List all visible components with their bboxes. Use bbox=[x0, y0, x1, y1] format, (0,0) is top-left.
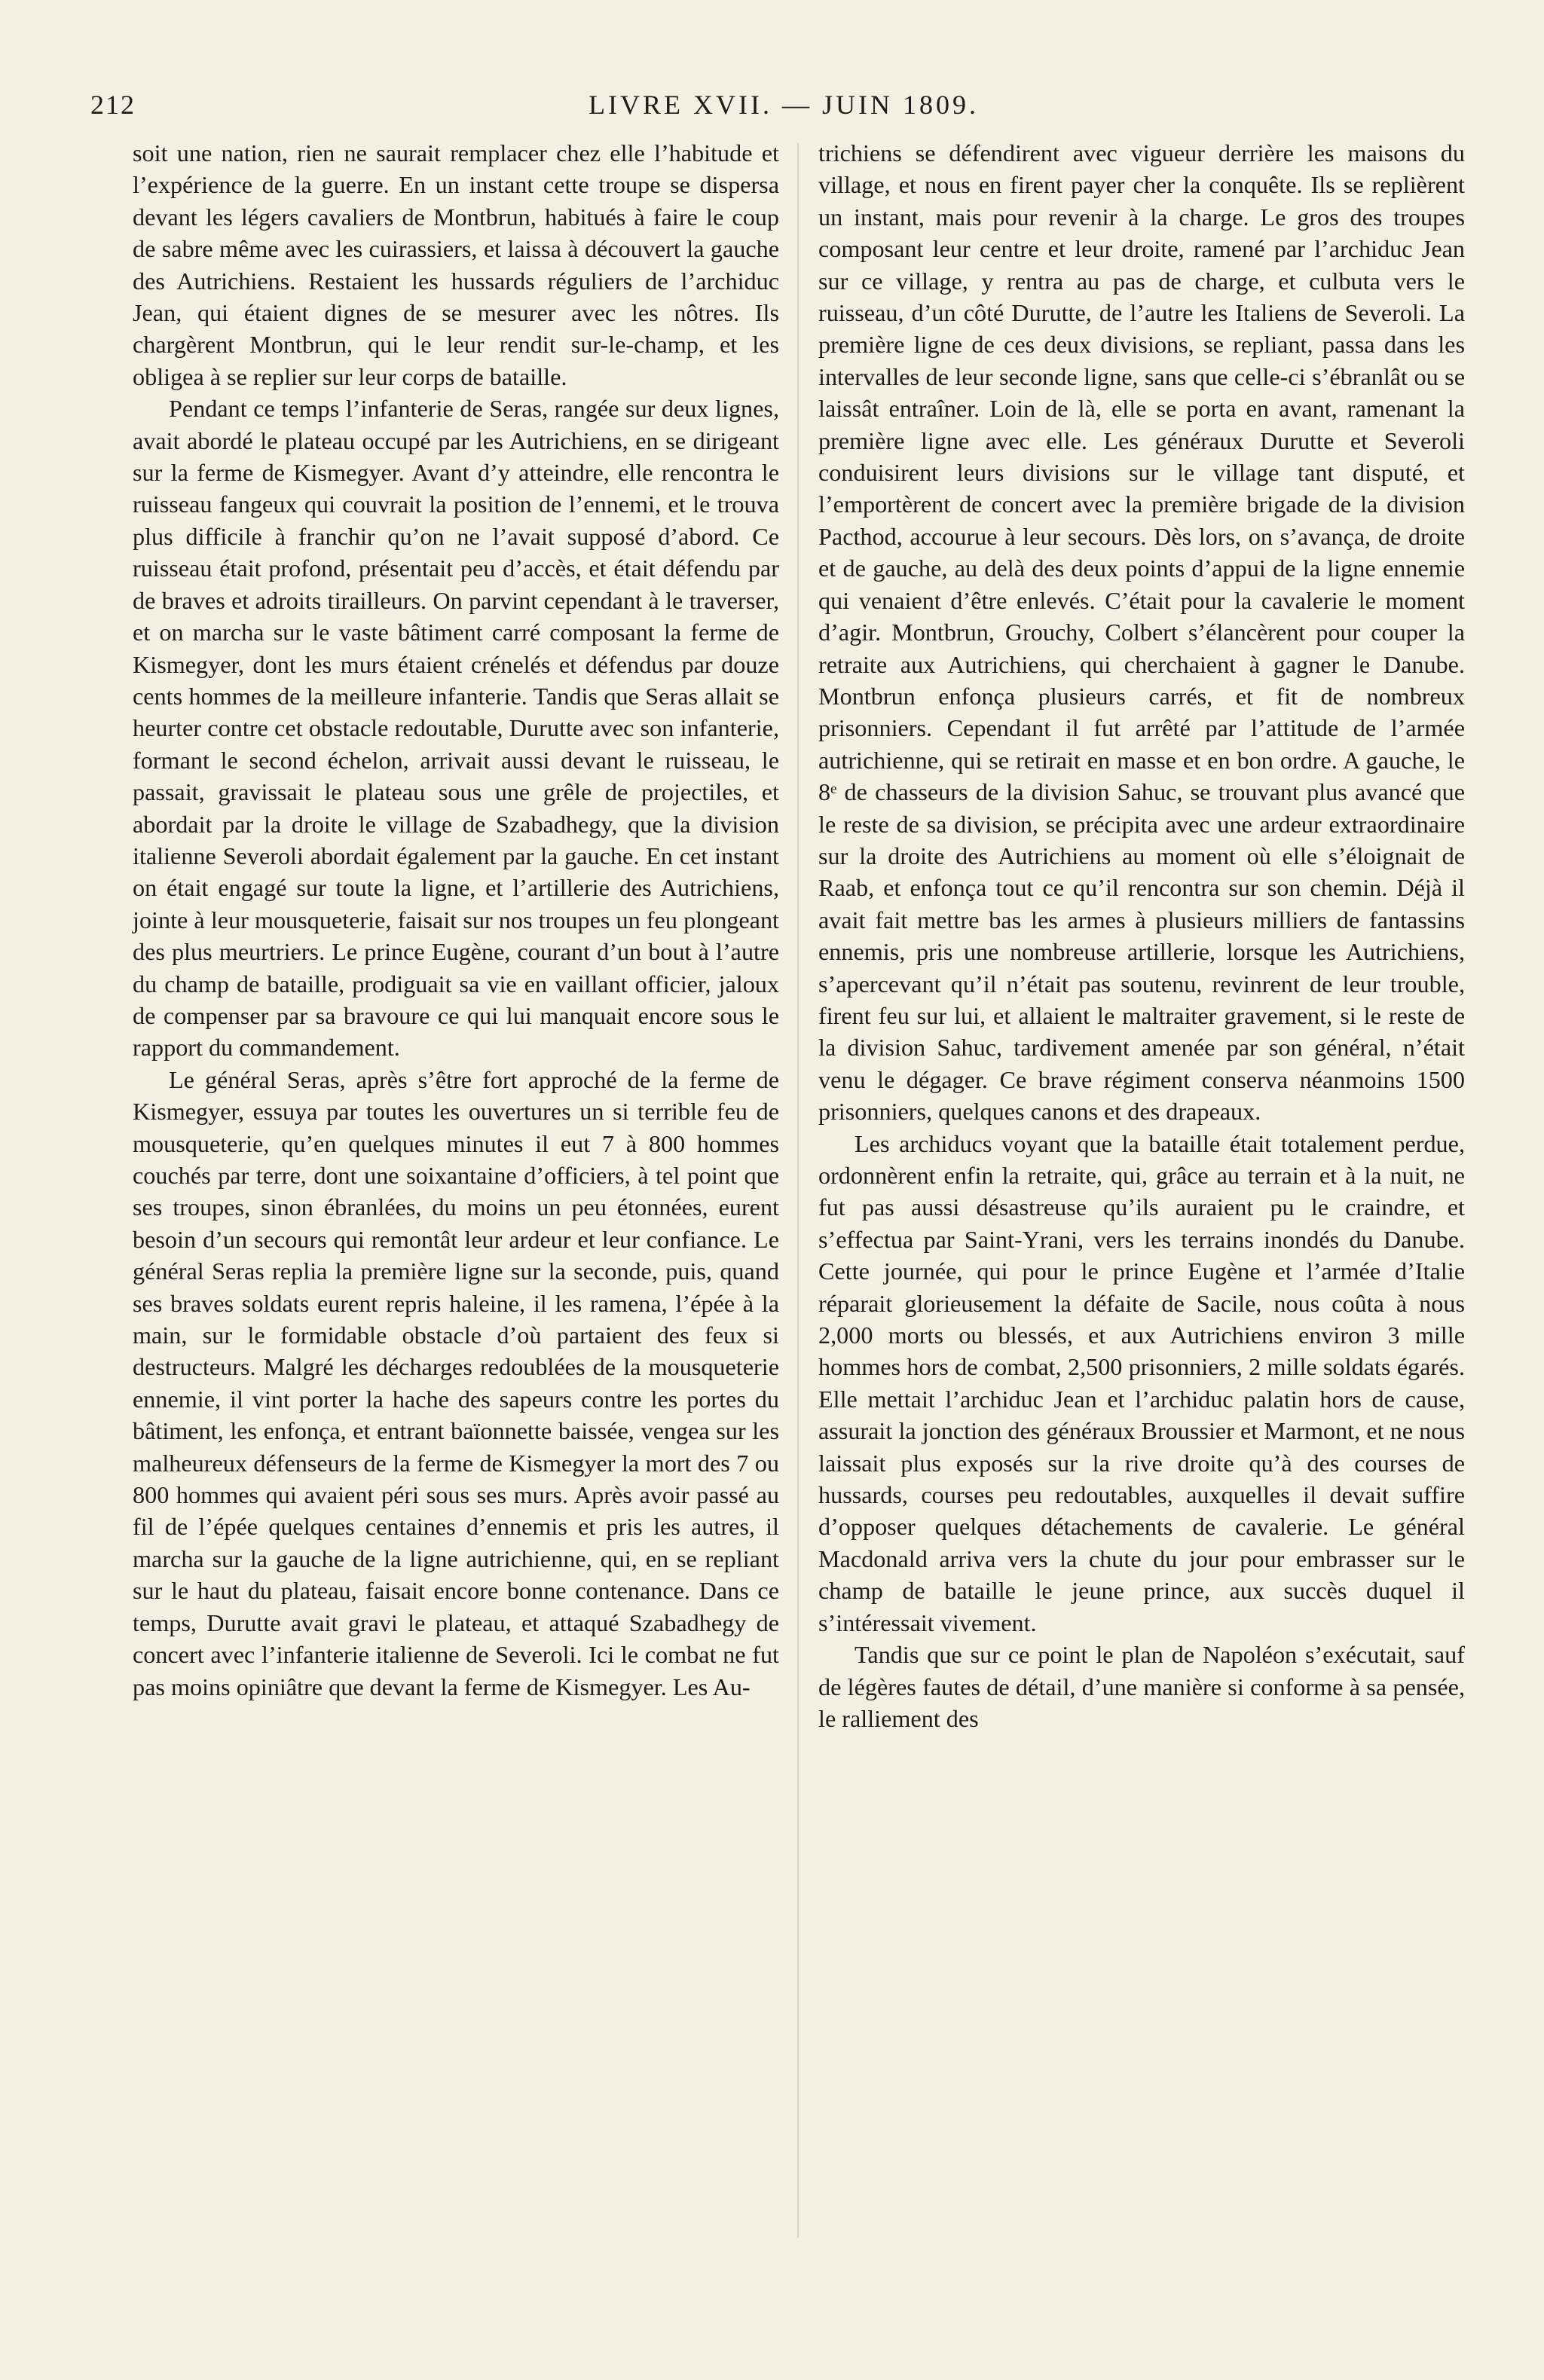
paragraph: Les archiducs voyant que la bataille était totalement perdue, ordonnèrent enfin la retraite, qui, grâce au terrain et à la nuit, ne fut pas aussi désastreuse qu’ils auraient pu le craindre, et s’effectua par Saint-Yrani, vers les terrains inondés du Danube. Cette journée, qui pour le prince Eugène et l’armée d’Italie réparait glorieusement la défaite de Sacile, nous coûta à nous 2,000 morts ou blessés, et aux Autrichiens environ 3 mille hommes hors de combat, 2,500 prisonniers, 2 mille soldats égarés. Elle mettait l’archiduc Jean et l’archiduc palatin hors de cause, assurait la jonction des généraux Broussier et Marmont, et ne nous laissait plus exposés sur la rive droite qu’à des courses de hussards, courses peu redoutables, auxquelles il devait suffire d’opposer quelques détachements de cavalerie. Le général Macdonald arriva vers la chute du jour pour embrasser sur le champ de bataille le jeune prince, aux succès duquel il s’intéressait vivement. bbox=[818, 1129, 1465, 1636]
paragraph: Pendant ce temps l’infanterie de Seras, rangée sur deux lignes, avait abordé le plateau occupé par les Autrichiens, en se dirigeant sur la ferme de Kismegyer. Avant d’y atteindre, elle rencontra le ruisseau fangeux qui couvrait la position de l’ennemi, et le trouva plus difficile à franchir qu’on ne l’avait supposé d’abord. Ce ruisseau était profond, présentait peu d’accès, et était défendu par de braves et adroits tirailleurs. On parvint cependant à le traverser, et on marcha sur le vaste bâtiment carré composant la ferme de Kismegyer, dont les murs étaient crénelés et défendus par douze cents hommes de la meilleure infanterie. Tandis que Seras allait se heurter contre cet obstacle redoutable, Durutte avec son infanterie, formant le second échelon, arrivait aussi devant le ruisseau, le passait, gravissait le plateau sous une grêle de projectiles, et abordait par la droite le village de Szabadhegy, que la division italienne Severoli abordait également par la gauche. En cet instant on était engagé sur toute la ligne, et l’artillerie des Autrichiens, jointe à leur mousqueterie, faisait sur nos troupes un feu plongeant des plus meurtriers. Le prince Eugène, courant d’un bout à l’autre du champ de bataille, prodiguait sa vie en vaillant officier, jaloux de compenser par sa bravoure ce qui lui manquait encore sous le rapport du commandement. bbox=[133, 395, 779, 1062]
left-column bbox=[133, 137, 779, 1703]
paragraph: soit une nation, rien ne saurait remplacer chez elle l’habitude et l’expérience de la guerre. En un instant cette troupe se dispersa devant les légers cavaliers de Montbrun, habitués à faire le coup de sabre même avec les cuirassiers, et laissa à découvert la gauche des Autrichiens. Restaient les hussards réguliers de l’archiduc Jean, qui étaient dignes de se mesurer avec les nôtres. Ils chargèrent Montbrun, qui le leur rendit sur-le-champ, et les obligea à se replier sur leur corps de bataille. bbox=[133, 139, 779, 390]
paragraph: trichiens se défendirent avec vigueur derrière les maisons du village, et nous en firent payer cher la conquête. Ils se replièrent un instant, mais pour revenir à la charge. Le gros des troupes composant leur centre et leur droite, ramené par l’archiduc Jean sur ce village, y rentra au pas de charge, et culbuta vers le ruisseau, d’un côté Durutte, de l’autre les Italiens de Severoli. La première ligne de ces deux divisions, se repliant, passa dans les intervalles de leur seconde ligne, sans que celle-ci s’ébranlât ou se laissât entraîner. Loin de là, elle se porta en avant, ramenant la première ligne avec elle. Les généraux Durutte et Severoli conduisirent leurs divisions sur le village tant disputé, et l’emportèrent de concert avec la première brigade de la division Pacthod, accourue à leur secours. Dès lors, on s’avança, de droite et de gauche, au delà des deux points d’appui de la ligne ennemie qui venaient d’être enlevés. C’était pour la cavalerie le moment d’agir. Montbrun, Grouchy, Colbert s’élancèrent pour couper la retraite aux Autrichiens, qui cherchaient à gagner le Danube. Montbrun enfonça plusieurs carrés, et fit de nombreux prisonniers. Cependant il fut arrêté par l’attitude de l’armée autrichienne, qui se retirait en masse et en bon ordre. A gauche, le 8ᵉ de chasseurs de la division Sahuc, se trouvant plus avancé que le reste de sa division, se précipita avec une ardeur extraordinaire sur la droite des Autrichiens au moment où elle s’éloignait de Raab, et enfonça tout ce qu’il rencontra sur son chemin. Déjà il avait fait mettre bas les armes à plusieurs milliers de fantassins ennemis, pris une nombreuse artillerie, lorsque les Autrichiens, s’apercevant qu’il n’était pas soutenu, revinrent de leur trouble, firent feu sur lui, et allaient le maltraiter gravement, si le reste de la division Sahuc, tardivement amenée par son général, n’était venu le dégager. Ce brave régiment conserva néanmoins 1500 prisonniers, quelques canons et des drapeaux. bbox=[818, 139, 1465, 1126]
column-divider bbox=[797, 143, 799, 2238]
page-header bbox=[90, 89, 1477, 134]
paragraph: Tandis que sur ce point le plan de Napoléon s’exécutait, sauf de légères fautes de détail, d’une manière si conforme à sa pensée, le ralliement des bbox=[818, 1641, 1465, 1732]
paragraph: Le général Seras, après s’être fort approché de la ferme de Kismegyer, essuya par toutes les ouvertures un si terrible feu de mousqueterie, qu’en quelques minutes il eut 7 à 800 hommes couchés par terre, dont une soixantaine d’officiers, à tel point que ses troupes, sinon ébranlées, du moins un peu étonnées, eurent besoin d’un secours qui remontât leur ardeur et leur confiance. Le général Seras replia la première ligne sur la seconde, puis, quand ses braves soldats eurent repris haleine, il les ramena, l’épée à la main, sur le formidable obstacle d’où partaient des feux si destructeurs. Malgré les décharges redoublées de la mousqueterie ennemie, il vint porter la hache des sapeurs contre les portes du bâtiment, les enfonça, et entrant baïonnette baissée, vengea sur les malheureux défenseurs de la ferme de Kismegyer la mort des 7 ou 800 hommes qui avaient péri sous ses murs. Après avoir passé au fil de l’épée quelques centaines d’ennemis et pris les autres, il marcha sur la gauche de la ligne autrichienne, qui, en se repliant sur le haut du plateau, faisait encore bonne contenance. Dans ce temps, Durutte avait gravi le plateau, et attaqué Szabadhegy de concert avec l’infanterie italienne de Severoli. Ici le combat ne fut pas moins opiniâtre que devant la ferme de Kismegyer. Les Au- bbox=[133, 1065, 779, 1700]
page-number: 212 bbox=[90, 90, 136, 120]
right-column bbox=[818, 137, 1465, 1734]
running-head: LIVRE XVII. — JUIN 1809. bbox=[589, 90, 979, 120]
